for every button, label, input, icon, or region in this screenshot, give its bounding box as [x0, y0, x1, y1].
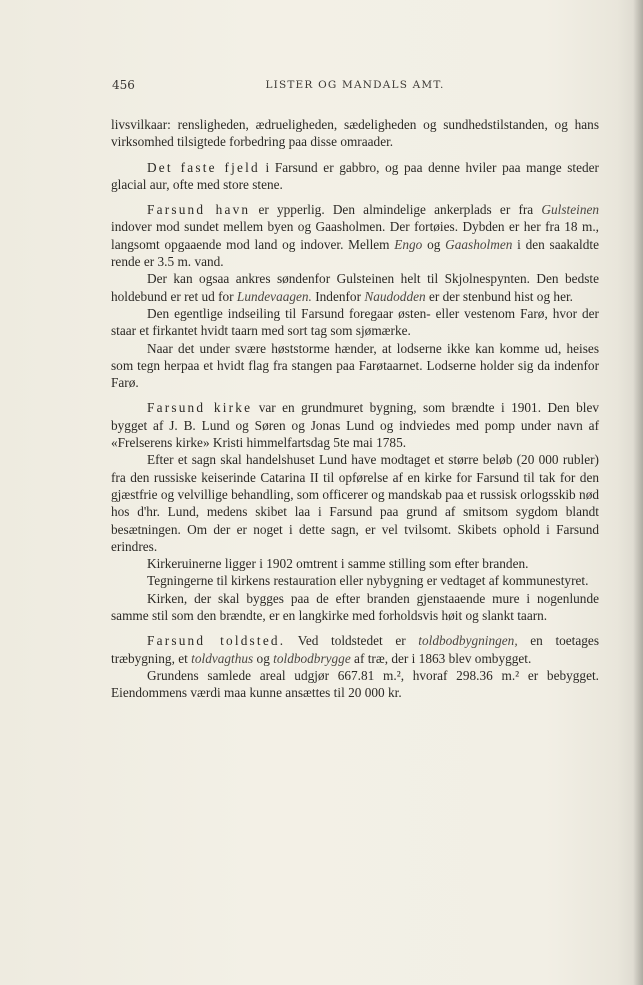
running-title: LISTER OG MANDALS AMT. [265, 79, 445, 91]
paragraph-livsvilkaar: livsvilkaar: rensligheden, ædrueligheden, sædeligheden og sundhedstilstanden, og hans virksomhed tilsigtede forbedring paa disse omraader. [111, 117, 599, 150]
paragraph-ankres: Der kan ogsaa ankres søndenfor Gulsteinen helt til Skjolnespynten. Den bedste holdebund er ret ud for Lundevaagen. Indenfor Naudodden er der stenbund hist og her. [111, 271, 599, 304]
paragraph-grundens: Grundens samlede areal udgjør 667.81 m.², hvoraf 298.36 m.² er bebygget. Eiendommens værdi maa kunne ansættes til 20 000 kr. [111, 667, 599, 701]
paragraph-fjeld: Det faste fjeld i Farsund er gabbro, og paa denne hviler paa mange steder glacial aur, ofte med store stene. [111, 159, 599, 192]
section-head-fjeld: Det faste fjeld [147, 159, 260, 175]
page-number: 456 [112, 78, 135, 92]
paragraph-kirke: Farsund kirke var en grundmuret bygning, som brændte i 1901. Den blev bygget af J. B. Lund og Søren og Jonas Lund og indviedes med pomp under navn af «Frelserens kirke» Kristi himmelfartsdag 5te mai 1785. [111, 400, 599, 451]
page-body [111, 116, 599, 702]
section-head-kirke: Farsund kirke [147, 400, 253, 416]
paragraph-indseiling: Den egentlige indseiling til Farsund foregaar østen- eller vestenom Farø, hvor der staar et firkantet hvidt taarn med sort tag som sjømærke. [111, 305, 599, 339]
page-edge-shadow [633, 0, 643, 985]
section-head-havn: Farsund havn [147, 202, 251, 218]
paragraph-tegningerne: Tegningerne til kirkens restauration eller nybygning er vedtaget af kommunestyret. [147, 573, 589, 589]
paragraph-sagn: Efter et sagn skal handelshuset Lund have modtaget et større beløb (20 000 rubler) fra den russiske keiserinde Catarina II til opførelse af en kirke for Farsund til tak for den gjæstfrie og velvillige behandling, som officerer og mandskab paa et russisk orlogsskib nød hos d'hr. Lund, medens skibet laa i Farsund paa grund af smitsom sygdom blandt besætningen. Om der er noget i dette sagn, er vel tvilsomt. Skibets ophold i Farsund erindres. [111, 452, 599, 554]
paragraph-kirken: Kirken, der skal bygges paa de efter branden gjenstaaende mure i nogenlunde samme stil som den brændte, er en langkirke med forholdsvis høit og slankt taarn. [111, 590, 599, 624]
paragraph-toldsted: Farsund toldsted. Ved toldstedet er toldbodbygningen, en toetages træbygning, et toldvagthus og toldbodbrygge af træ, der i 1863 blev ombygget. [111, 633, 600, 666]
page-header [112, 78, 598, 94]
paragraph-lodserne: Naar det under svære høststorme hænder, at lodserne ikke kan komme ud, heises som tegn herpaa et hvidt flag fra stangen paa Farøtaarnet. Lodserne holder sig da indenfor Farø. [111, 340, 599, 391]
paragraph-kirkeruinerne: Kirkeruinerne ligger i 1902 omtrent i samme stilling som efter branden. [147, 556, 529, 572]
section-head-toldsted: Farsund toldsted. [147, 633, 286, 649]
paragraph-havn: Farsund havn er ypperlig. Den almindelige ankerplads er fra Gulsteinen indover mod sundet mellem byen og Gaasholmen. Der fortøies. Dybden er her fra 18 m., langsomt opgaaende mod land og indover. Mellem Engo og Gaasholmen i den saakaldte rende er 3.5 m. vand. [111, 202, 600, 270]
